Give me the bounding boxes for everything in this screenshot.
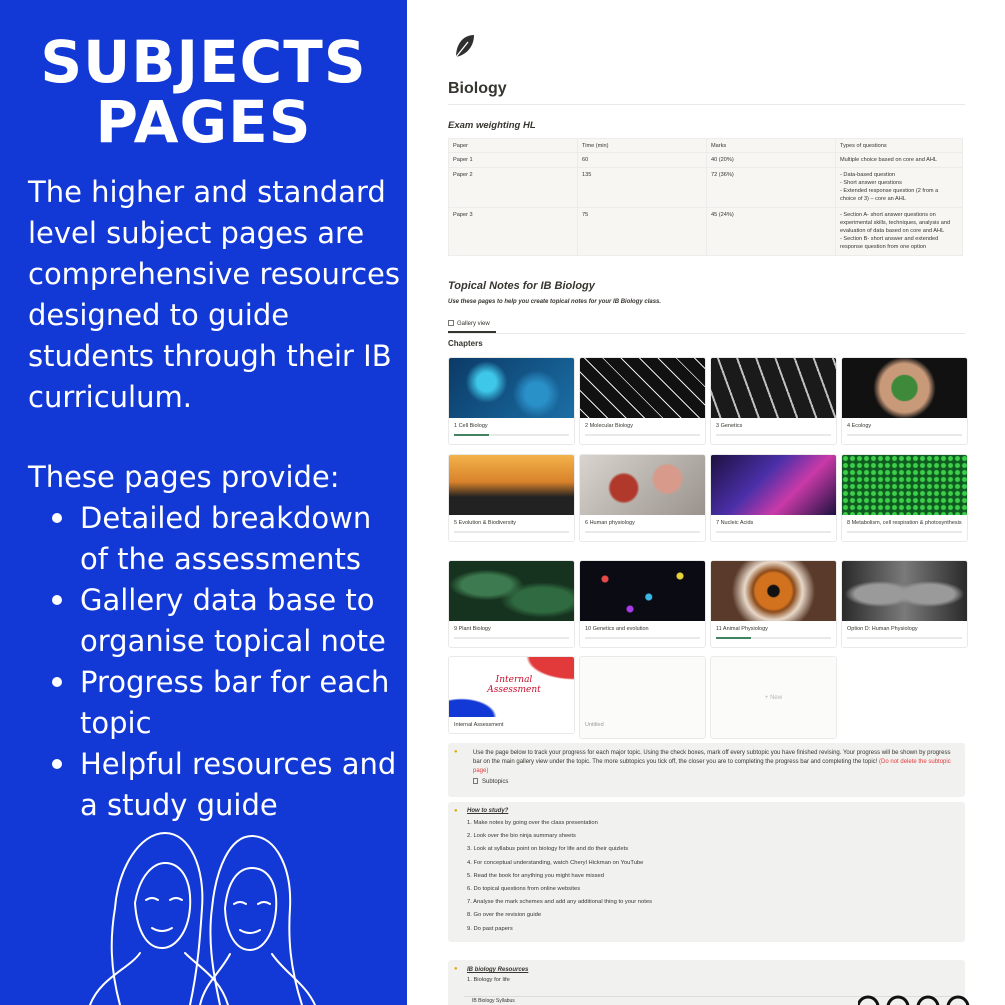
- card-image: [711, 561, 836, 621]
- list-item: 8. Go over the revision guide: [467, 912, 542, 919]
- table-row: [449, 208, 963, 256]
- card-image: [580, 358, 705, 418]
- cell[interactable]: - Data-based question - Short answer questions - Extended response question (2 from a choice of 3) – core an AHL: [836, 168, 963, 208]
- notion-page: [407, 0, 1005, 1005]
- list-item: 7. Analyse the mark schemes and add any additional thing to your notes: [467, 899, 652, 906]
- callout-warning: (Do not delete the subtopic page): [473, 759, 951, 774]
- gallery-card[interactable]: [710, 454, 837, 542]
- card-image: [711, 455, 836, 515]
- cell[interactable]: Paper 1: [449, 153, 578, 168]
- how-to-study-callout: [448, 802, 965, 942]
- promo-bullet: Gallery data base to organise topical note: [52, 580, 402, 662]
- creative-commons-icon: [858, 993, 1005, 1005]
- col-header: Marks: [707, 139, 836, 153]
- gallery-card[interactable]: [448, 454, 575, 542]
- promo-bullet: Helpful resources and a study guide: [52, 744, 402, 826]
- resource-item[interactable]: 1. Biology for life: [467, 977, 510, 983]
- lightbulb-icon: ●: [454, 966, 458, 972]
- cell[interactable]: Paper 2: [449, 168, 578, 208]
- topical-subtitle: Use these pages to help you create topical notes for your IB Biology class.: [448, 299, 662, 305]
- promo-provides-heading: These pages provide:: [28, 460, 340, 494]
- syllabus-label[interactable]: IB Biology Syllabus: [472, 998, 515, 1004]
- card-label: 11 Animal Physiology: [716, 626, 768, 632]
- exam-heading: Exam weighting HL: [448, 120, 536, 131]
- cell[interactable]: 60: [578, 153, 707, 168]
- cell[interactable]: 75: [578, 208, 707, 256]
- col-header: Paper: [449, 139, 578, 153]
- promo-panel: [0, 0, 407, 1005]
- gallery-card[interactable]: [579, 454, 706, 542]
- cell[interactable]: 40 (20%): [707, 153, 836, 168]
- list-item: 6. Do topical questions from online websites: [467, 886, 581, 893]
- col-header: Time (min): [578, 139, 707, 153]
- title-divider: [448, 104, 965, 105]
- gallery-card[interactable]: [448, 656, 575, 734]
- promo-bullet-list: [52, 498, 402, 826]
- card-image: [449, 358, 574, 418]
- card-label: Untitled: [585, 722, 604, 728]
- cell[interactable]: 72 (36%): [707, 168, 836, 208]
- exam-table: [448, 138, 963, 256]
- table-row: [449, 153, 963, 168]
- page-icon: [473, 778, 478, 784]
- card-image: [842, 455, 967, 515]
- card-label: 1 Cell Biology: [454, 423, 488, 429]
- subtopics-link[interactable]: Subtopics: [448, 776, 965, 785]
- card-image: [449, 657, 574, 717]
- new-card-button[interactable]: + New: [710, 656, 837, 739]
- card-image: [842, 358, 967, 418]
- gallery-card[interactable]: [710, 357, 837, 445]
- how-to-heading: How to study?: [467, 808, 509, 814]
- cell[interactable]: 45 (24%): [707, 208, 836, 256]
- lightbulb-icon: ●: [454, 808, 458, 814]
- lightbulb-icon: ●: [454, 749, 458, 755]
- card-label: Internal Assessment: [454, 722, 504, 728]
- card-label: 3 Genetics: [716, 423, 743, 429]
- progress-callout: [448, 743, 965, 797]
- gallery-card[interactable]: [841, 454, 968, 542]
- cell[interactable]: 135: [578, 168, 707, 208]
- card-label: Option D: Human Physiology: [847, 626, 918, 632]
- card-image-text: Internal Assessment: [487, 675, 541, 695]
- tab-divider: [448, 333, 965, 334]
- girls-illustration: [80, 828, 320, 1005]
- card-image: [449, 455, 574, 515]
- promo-title-line1: SUBJECTS: [40, 28, 367, 96]
- topical-heading: Topical Notes for IB Biology: [448, 280, 595, 292]
- resources-callout: [448, 960, 965, 1005]
- card-image: [449, 561, 574, 621]
- list-item: 2. Look over the bio ninja summary sheets: [467, 833, 576, 840]
- gallery-title: Chapters: [448, 339, 483, 348]
- cell[interactable]: Paper 3: [449, 208, 578, 256]
- table-row: [449, 168, 963, 208]
- card-label: 10 Genetics and evolution: [585, 626, 649, 632]
- gallery-card[interactable]: [841, 357, 968, 445]
- card-image: [580, 561, 705, 621]
- resources-heading: IB biology Resources: [467, 967, 529, 973]
- promo-bullet: Progress bar for each topic: [52, 662, 402, 744]
- list-item: 1. Make notes by going over the class presentation: [467, 820, 598, 826]
- card-label: 4 Ecology: [847, 423, 872, 429]
- card-label: 5 Evolution & Biodiversity: [454, 520, 517, 526]
- card-label: 8 Metabolism, cell respiration & photosynthesis: [847, 520, 962, 526]
- gallery-card[interactable]: [841, 560, 968, 648]
- list-item: 9. Do past papers: [467, 925, 513, 932]
- gallery-card[interactable]: [448, 357, 575, 445]
- card-label: 6 Human physiology: [585, 520, 635, 526]
- promo-intro: The higher and standard level subject pages are comprehensive resources designed to guide students through their IB curriculum.: [28, 175, 401, 414]
- col-header: Types of questions: [836, 139, 963, 153]
- card-label: 2 Molecular Biology: [585, 423, 633, 429]
- gallery-card[interactable]: [448, 560, 575, 648]
- promo-title-line2: PAGES: [95, 88, 312, 156]
- card-label: 9 Plant Biology: [454, 626, 491, 632]
- card-label: 7 Nucleic Acids: [716, 520, 754, 526]
- gallery-card[interactable]: [710, 560, 837, 648]
- callout-text: Use the page below to track your progress for each major topic. Using the check boxes, mark off every subtopic you have finished revising. Your progress will be shown by progress bar on the main gallery view under the topic. The more subtopics you tick off, the closer you are to completing the progress bar and completing the topic!: [473, 750, 951, 765]
- cell[interactable]: Multiple choice based on core and AHL: [836, 153, 963, 168]
- page-title: Biology: [448, 80, 507, 97]
- gallery-card[interactable]: [579, 560, 706, 648]
- list-item: 4. For conceptual understanding, watch Cheryl Hickman on YouTube: [467, 859, 644, 866]
- gallery-card[interactable]: [579, 357, 706, 445]
- cell[interactable]: - Section A- short answer questions on experimental skills, techniques, analysis and evaluation of data based on core and AHL - Section B- short answer and extended response question from one option: [836, 208, 963, 256]
- card-image: [842, 561, 967, 621]
- gallery-icon: [448, 320, 454, 326]
- study-steps: [448, 814, 965, 936]
- tab-gallery-view[interactable]: Gallery view: [448, 320, 490, 327]
- card-image: [711, 358, 836, 418]
- promo-bullet: Detailed breakdown of the assessments: [52, 498, 402, 580]
- leaf-icon: [452, 33, 476, 59]
- card-image: [580, 455, 705, 515]
- list-item: 5. Read the book for anything you might have missed: [467, 872, 604, 879]
- gallery-card[interactable]: [579, 656, 706, 739]
- list-item: 3. Look at syllabus point on biology for life and do their quizlets: [467, 846, 629, 853]
